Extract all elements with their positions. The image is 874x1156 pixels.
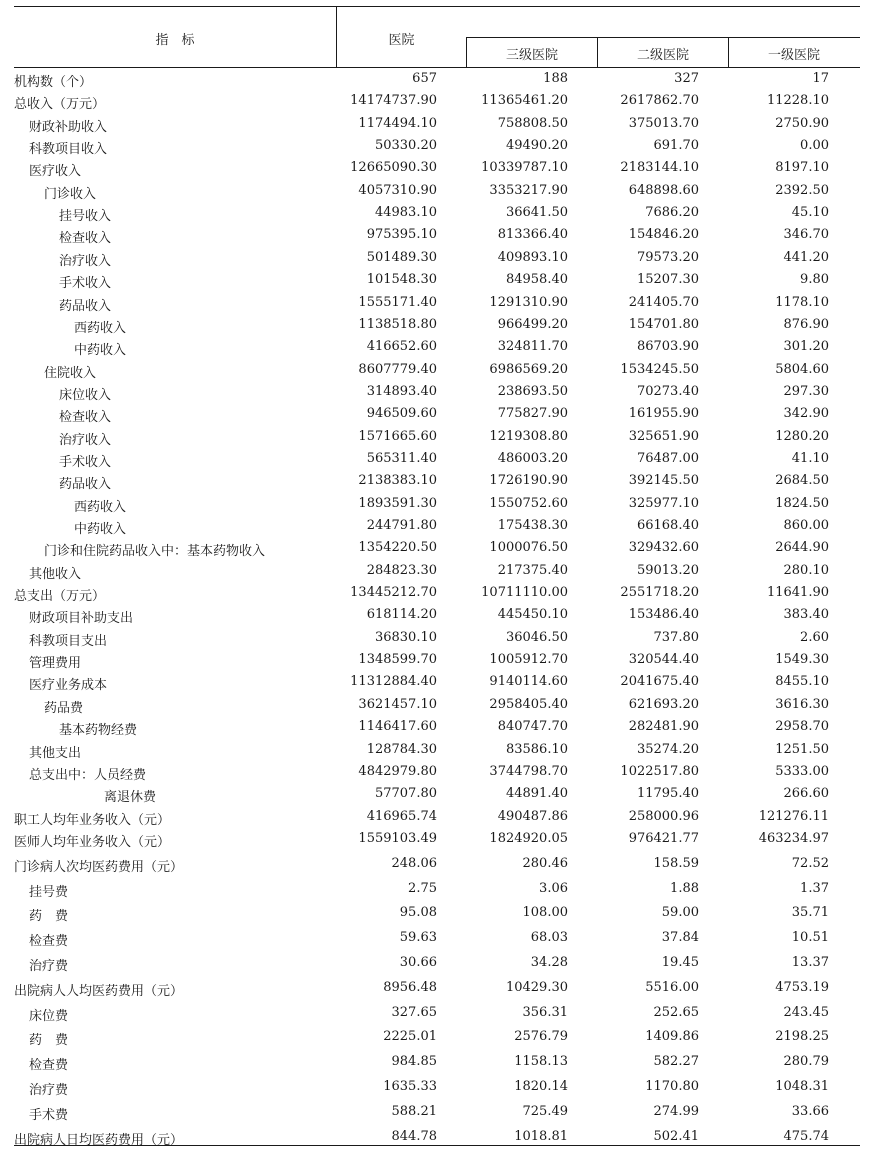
level2-value: 2041675.40: [620, 674, 699, 690]
level3-value: 175438.30: [497, 518, 568, 533]
level1-value: 1824.50: [775, 495, 829, 511]
table-row: [0, 429, 874, 447]
level3-value: 1726190.90: [489, 473, 568, 489]
row-label: 床位费: [29, 1008, 69, 1024]
table-row: [0, 496, 874, 514]
level1-value: 342.90: [783, 406, 829, 422]
level1-value: 280.79: [783, 1054, 829, 1070]
level2-value: 648898.60: [628, 182, 699, 198]
hospital-value: 946509.60: [366, 406, 437, 422]
level3-value: 1219308.80: [489, 428, 568, 444]
level3-value: 84958.40: [505, 272, 568, 288]
level3-value: 486003.20: [497, 450, 568, 466]
row-label: 挂号费: [29, 884, 69, 900]
level1-value: 876.90: [783, 316, 829, 332]
table-row: [0, 116, 874, 134]
hospital-value: 4057310.90: [358, 182, 437, 198]
hospital-value: 101548.30: [366, 272, 437, 288]
table-row: [0, 809, 874, 827]
row-label: 出院病人人均医药费用（元）: [14, 983, 184, 999]
top-rule: [14, 6, 860, 7]
hospital-value: 3621457.10: [358, 696, 437, 712]
header-hospital: 医院: [388, 33, 415, 48]
table-row: [0, 786, 874, 804]
level3-value: 1291310.90: [489, 294, 568, 310]
row-label: 出院病人日均医药费用（元）: [14, 1132, 184, 1148]
row-label: 床位收入: [59, 387, 112, 403]
row-label: 门诊和住院药品收入中：基本药物收入: [44, 544, 266, 560]
row-label: 门诊收入: [44, 186, 97, 202]
level2-value: 241405.70: [628, 294, 699, 310]
table-row: [0, 1129, 874, 1147]
hospital-value: 8956.48: [383, 979, 437, 995]
level3-value: 36046.50: [505, 629, 568, 645]
row-label: 手术费: [29, 1107, 69, 1123]
header-level3: 三级医院: [505, 48, 558, 63]
table-row: [0, 1029, 874, 1047]
row-label: 门诊病人次均医药费用（元）: [14, 859, 184, 875]
level2-value: 282481.90: [628, 719, 699, 735]
level1-value: 463234.97: [758, 831, 829, 846]
hospital-value: 327.65: [391, 1004, 437, 1020]
table-row: [0, 384, 874, 402]
level1-value: 10.51: [791, 930, 829, 946]
table-row: [0, 585, 874, 603]
row-label: 药品费: [44, 700, 84, 716]
level2-value: 86703.90: [636, 339, 699, 355]
table-row: [0, 272, 874, 290]
level3-value: 1158.13: [514, 1054, 568, 1070]
level2-value: 158.59: [653, 855, 699, 871]
level1-value: 860.00: [783, 518, 829, 533]
level1-value: 383.40: [783, 607, 829, 623]
level1-value: 35.71: [791, 905, 829, 921]
row-label: 财政项目补助支出: [29, 611, 134, 627]
level2-value: 35274.20: [636, 741, 699, 757]
table-row: [0, 1005, 874, 1023]
table-row: [0, 451, 874, 469]
row-label: 中药收入: [74, 522, 127, 537]
level1-value: 2644.90: [775, 540, 829, 556]
level2-value: 79573.20: [636, 249, 699, 265]
level3-value: 11365461.20: [481, 93, 568, 109]
table-row: [0, 1054, 874, 1072]
level1-value: 3616.30: [775, 696, 829, 712]
level3-value: 238693.50: [497, 383, 568, 399]
level2-value: 320544.40: [628, 652, 699, 668]
level1-value: 41.10: [791, 450, 829, 466]
level2-value: 274.99: [653, 1103, 699, 1119]
row-label: 总收入（万元）: [14, 97, 106, 113]
hospital-value: 2138383.10: [358, 473, 437, 489]
hospital-value: 2.75: [408, 880, 437, 896]
level1-value: 280.10: [783, 562, 829, 578]
level2-value: 327: [674, 71, 699, 86]
row-label: 药品收入: [59, 477, 112, 493]
level3-value: 1000076.50: [489, 540, 568, 556]
level2-value: 59013.20: [636, 562, 699, 578]
table-row: [0, 856, 874, 874]
level2-value: 15207.30: [636, 272, 699, 288]
hospital-value: 2225.01: [383, 1029, 437, 1045]
hospital-value: 975395.10: [366, 227, 437, 243]
table-row: [0, 518, 874, 536]
table-row: [0, 764, 874, 782]
row-label: 药 费: [29, 1033, 69, 1049]
level1-value: 2198.25: [775, 1029, 829, 1045]
hospital-value: 4842979.80: [358, 763, 437, 779]
level1-value: 2958.70: [775, 719, 829, 735]
level2-value: 1022517.80: [620, 763, 699, 779]
table-row: [0, 955, 874, 973]
hospital-value: 1559103.49: [358, 831, 437, 846]
row-label: 机构数（个）: [14, 75, 93, 90]
level2-value: 621693.20: [628, 696, 699, 712]
table-row: [0, 831, 874, 849]
level3-value: 1018.81: [514, 1128, 568, 1144]
level2-value: 11795.40: [636, 786, 699, 802]
row-label: 其他支出: [29, 745, 82, 761]
hospital-value: 1571665.60: [358, 428, 437, 444]
table-row: [0, 652, 874, 670]
table-row: [0, 742, 874, 760]
table-row: [0, 697, 874, 715]
row-label: 总支出中：人员经费: [29, 767, 147, 783]
level3-value: 840747.70: [497, 719, 568, 735]
table-row: [0, 1079, 874, 1097]
hospital-value: 8607779.40: [358, 361, 437, 377]
hospital-value: 1893591.30: [358, 495, 437, 511]
level1-value: 13.37: [791, 955, 829, 970]
level2-value: 1534245.50: [620, 361, 699, 377]
table-row: [0, 138, 874, 156]
table-row: [0, 339, 874, 357]
header-bottom-rule: [14, 67, 860, 68]
table-row: [0, 980, 874, 998]
row-label: 治疗费: [29, 1083, 69, 1098]
row-label: 药 费: [29, 909, 69, 925]
level3-value: 10429.30: [505, 979, 568, 995]
hospital-value: 50330.20: [374, 138, 437, 154]
level3-value: 490487.86: [497, 808, 568, 824]
row-label: 治疗收入: [59, 253, 112, 269]
level3-value: 758808.50: [497, 115, 568, 131]
hospital-value: 284823.30: [366, 562, 437, 578]
level3-value: 2958405.40: [489, 696, 568, 712]
row-label: 中药收入: [74, 343, 127, 359]
row-label: 住院收入: [44, 365, 97, 381]
row-label: 职工人均年业务收入（元）: [14, 812, 171, 828]
level1-value: 11641.90: [766, 585, 829, 601]
level2-value: 7686.20: [645, 205, 699, 221]
hospital-value: 844.78: [391, 1128, 437, 1144]
level1-value: 17: [812, 71, 829, 86]
level2-value: 5516.00: [645, 979, 699, 995]
table-row: [0, 205, 874, 223]
level1-value: 11228.10: [766, 93, 829, 109]
level2-value: 392145.50: [628, 473, 699, 489]
level1-value: 243.45: [783, 1004, 829, 1020]
hospital-value: 12665090.30: [350, 160, 437, 176]
table-row: [0, 183, 874, 201]
level3-value: 10711110.00: [481, 585, 568, 601]
level2-value: 502.41: [653, 1128, 699, 1144]
level3-value: 775827.90: [497, 406, 568, 422]
level2-value: 976421.77: [628, 831, 699, 846]
level2-value: 66168.40: [636, 518, 699, 533]
row-label: 手术收入: [59, 276, 112, 292]
row-label: 挂号收入: [59, 209, 112, 225]
level3-value: 966499.20: [497, 316, 568, 332]
level2-value: 19.45: [661, 955, 699, 970]
table-row: [0, 674, 874, 692]
level3-value: 409893.10: [497, 249, 568, 265]
hospital-value: 1146417.60: [358, 719, 437, 735]
level3-value: 34.28: [530, 955, 568, 970]
level3-value: 1820.14: [514, 1079, 568, 1094]
hospital-value: 244791.80: [366, 518, 437, 533]
hospital-value: 1348599.70: [358, 652, 437, 668]
row-label: 检查费: [29, 934, 69, 950]
level1-value: 475.74: [783, 1128, 829, 1144]
table-row: [0, 630, 874, 648]
hospital-value: 416965.74: [366, 808, 437, 824]
level3-value: 725.49: [522, 1103, 568, 1119]
table-row: [0, 1104, 874, 1122]
level2-value: 325651.90: [628, 428, 699, 444]
table-row: [0, 317, 874, 335]
level2-value: 70273.40: [636, 383, 699, 399]
level1-value: 45.10: [791, 205, 829, 221]
table-row: [0, 881, 874, 899]
table-row: [0, 160, 874, 178]
table-row: [0, 473, 874, 491]
level1-value: 266.60: [783, 786, 829, 802]
hospital-value: 416652.60: [366, 339, 437, 355]
table-row: [0, 719, 874, 737]
level3-value: 445450.10: [497, 607, 568, 623]
hospital-value: 36830.10: [374, 629, 437, 645]
level3-value: 10339787.10: [481, 160, 568, 176]
row-label: 治疗费: [29, 959, 69, 974]
row-label: 医师人均年业务收入（元）: [14, 835, 171, 850]
level1-value: 2.60: [800, 629, 829, 645]
level2-value: 258000.96: [628, 808, 699, 824]
level1-value: 1.37: [800, 880, 829, 896]
level1-value: 1178.10: [775, 294, 829, 310]
table-row: [0, 93, 874, 111]
level3-value: 1005912.70: [489, 652, 568, 668]
level1-value: 8455.10: [775, 674, 829, 690]
level3-value: 36641.50: [505, 205, 568, 221]
level1-value: 2750.90: [775, 115, 829, 131]
row-label: 药品收入: [59, 298, 112, 314]
level2-value: 154701.80: [628, 316, 699, 332]
row-label: 总支出（万元）: [14, 589, 106, 605]
level2-value: 154846.20: [628, 227, 699, 243]
row-label: 医疗收入: [29, 164, 82, 180]
level1-value: 301.20: [783, 339, 829, 355]
level1-value: 5333.00: [775, 763, 829, 779]
hospital-value: 1354220.50: [358, 540, 437, 556]
level2-value: 252.65: [653, 1004, 699, 1020]
hospital-value: 13445212.70: [350, 585, 437, 601]
level2-value: 76487.00: [636, 450, 699, 466]
row-label: 医疗业务成本: [29, 678, 108, 694]
row-label: 财政补助收入: [29, 119, 108, 135]
level2-value: 2617862.70: [620, 93, 699, 109]
table-row: [0, 227, 874, 245]
level1-value: 72.52: [791, 855, 829, 871]
level3-value: 1550752.60: [489, 495, 568, 511]
level2-value: 329432.60: [628, 540, 699, 556]
level3-value: 188: [543, 71, 568, 86]
hospital-value: 657: [412, 71, 437, 86]
level3-value: 813366.40: [497, 227, 568, 243]
table-row: [0, 295, 874, 313]
hospital-value: 1635.33: [383, 1079, 437, 1094]
level3-value: 68.03: [530, 930, 568, 946]
header-indicator: 指 标: [155, 33, 195, 48]
level3-value: 3744798.70: [489, 763, 568, 779]
row-label: 手术收入: [59, 454, 112, 470]
level1-value: 1251.50: [775, 741, 829, 757]
subheader-rule: [466, 37, 860, 38]
row-label: 检查费: [29, 1058, 69, 1074]
level1-value: 121276.11: [758, 808, 829, 824]
table-row: [0, 905, 874, 923]
level3-value: 83586.10: [505, 741, 568, 757]
row-label: 西药收入: [74, 320, 127, 336]
hospital-value: 128784.30: [366, 741, 437, 757]
hospital-value: 1174494.10: [358, 115, 437, 131]
hospital-value: 95.08: [399, 905, 437, 921]
level1-value: 33.66: [791, 1103, 829, 1119]
table-row: [0, 362, 874, 380]
level3-value: 3353217.90: [489, 182, 568, 198]
level3-value: 108.00: [522, 905, 568, 921]
level1-value: 441.20: [783, 249, 829, 265]
level2-value: 59.00: [661, 905, 699, 921]
hospital-value: 1555171.40: [358, 294, 437, 310]
row-label: 检查收入: [59, 231, 112, 247]
level1-value: 9.80: [800, 272, 829, 288]
hospital-value: 501489.30: [366, 249, 437, 265]
level2-value: 325977.10: [628, 495, 699, 511]
level2-value: 153486.40: [628, 607, 699, 623]
level3-value: 2576.79: [514, 1029, 568, 1045]
level1-value: 4753.19: [775, 979, 829, 995]
hospital-value: 588.21: [391, 1103, 437, 1119]
level2-value: 2183144.10: [620, 160, 699, 176]
level1-value: 2392.50: [775, 182, 829, 198]
level1-value: 2684.50: [775, 473, 829, 489]
row-label: 检查收入: [59, 410, 112, 426]
level2-value: 37.84: [661, 930, 699, 946]
row-label: 其他收入: [29, 566, 82, 582]
table-row: [0, 930, 874, 948]
level1-value: 1048.31: [775, 1079, 829, 1094]
level1-value: 0.00: [800, 138, 829, 154]
level3-value: 49490.20: [505, 138, 568, 154]
hospital-value: 314893.40: [366, 383, 437, 399]
level1-value: 5804.60: [775, 361, 829, 377]
level2-value: 375013.70: [628, 115, 699, 131]
level3-value: 280.46: [522, 855, 568, 871]
header-level2: 二级医院: [636, 48, 689, 63]
hospital-value: 44983.10: [374, 205, 437, 221]
row-label: 管理费用: [29, 656, 82, 672]
hospital-value: 11312884.40: [350, 674, 437, 690]
level2-value: 582.27: [653, 1054, 699, 1070]
hospital-value: 565311.40: [366, 450, 437, 466]
header-level1: 一级医院: [767, 48, 820, 63]
table-row: [0, 250, 874, 268]
level3-value: 217375.40: [497, 562, 568, 578]
row-label: 西药收入: [74, 499, 127, 515]
hospital-value: 30.66: [399, 955, 437, 970]
level1-value: 8197.10: [775, 160, 829, 176]
level1-value: 297.30: [783, 383, 829, 399]
level3-value: 6986569.20: [489, 361, 568, 377]
level3-value: 3.06: [539, 880, 568, 896]
level3-value: 356.31: [522, 1004, 568, 1020]
row-label: 离退休费: [104, 790, 157, 806]
level2-value: 691.70: [653, 138, 699, 154]
level2-value: 1.88: [670, 880, 699, 896]
level2-value: 1409.86: [645, 1029, 699, 1045]
level1-value: 1280.20: [775, 428, 829, 444]
hospital-value: 1138518.80: [358, 316, 437, 332]
table-row: [0, 540, 874, 558]
hospital-value: 618114.20: [366, 607, 437, 623]
table-row: [0, 607, 874, 625]
row-label: 科教项目支出: [29, 633, 108, 649]
hospital-value: 984.85: [391, 1054, 437, 1070]
level2-value: 161955.90: [628, 406, 699, 422]
row-label: 基本药物经费: [59, 723, 138, 739]
hospital-value: 57707.80: [374, 786, 437, 802]
level3-value: 1824920.05: [489, 831, 568, 846]
table-row: [0, 71, 874, 89]
hospital-value: 248.06: [391, 855, 437, 871]
table-row: [0, 406, 874, 424]
level1-value: 1549.30: [775, 652, 829, 668]
hospital-value: 14174737.90: [350, 93, 437, 109]
level2-value: 737.80: [653, 629, 699, 645]
hospital-value: 59.63: [399, 930, 437, 946]
row-label: 科教项目收入: [29, 142, 108, 158]
level3-value: 9140114.60: [489, 674, 568, 690]
table-row: [0, 563, 874, 581]
level2-value: 2551718.20: [620, 585, 699, 601]
level1-value: 346.70: [783, 227, 829, 243]
row-label: 治疗收入: [59, 432, 112, 448]
level3-value: 44891.40: [505, 786, 568, 802]
level2-value: 1170.80: [645, 1079, 699, 1094]
level3-value: 324811.70: [497, 339, 568, 355]
